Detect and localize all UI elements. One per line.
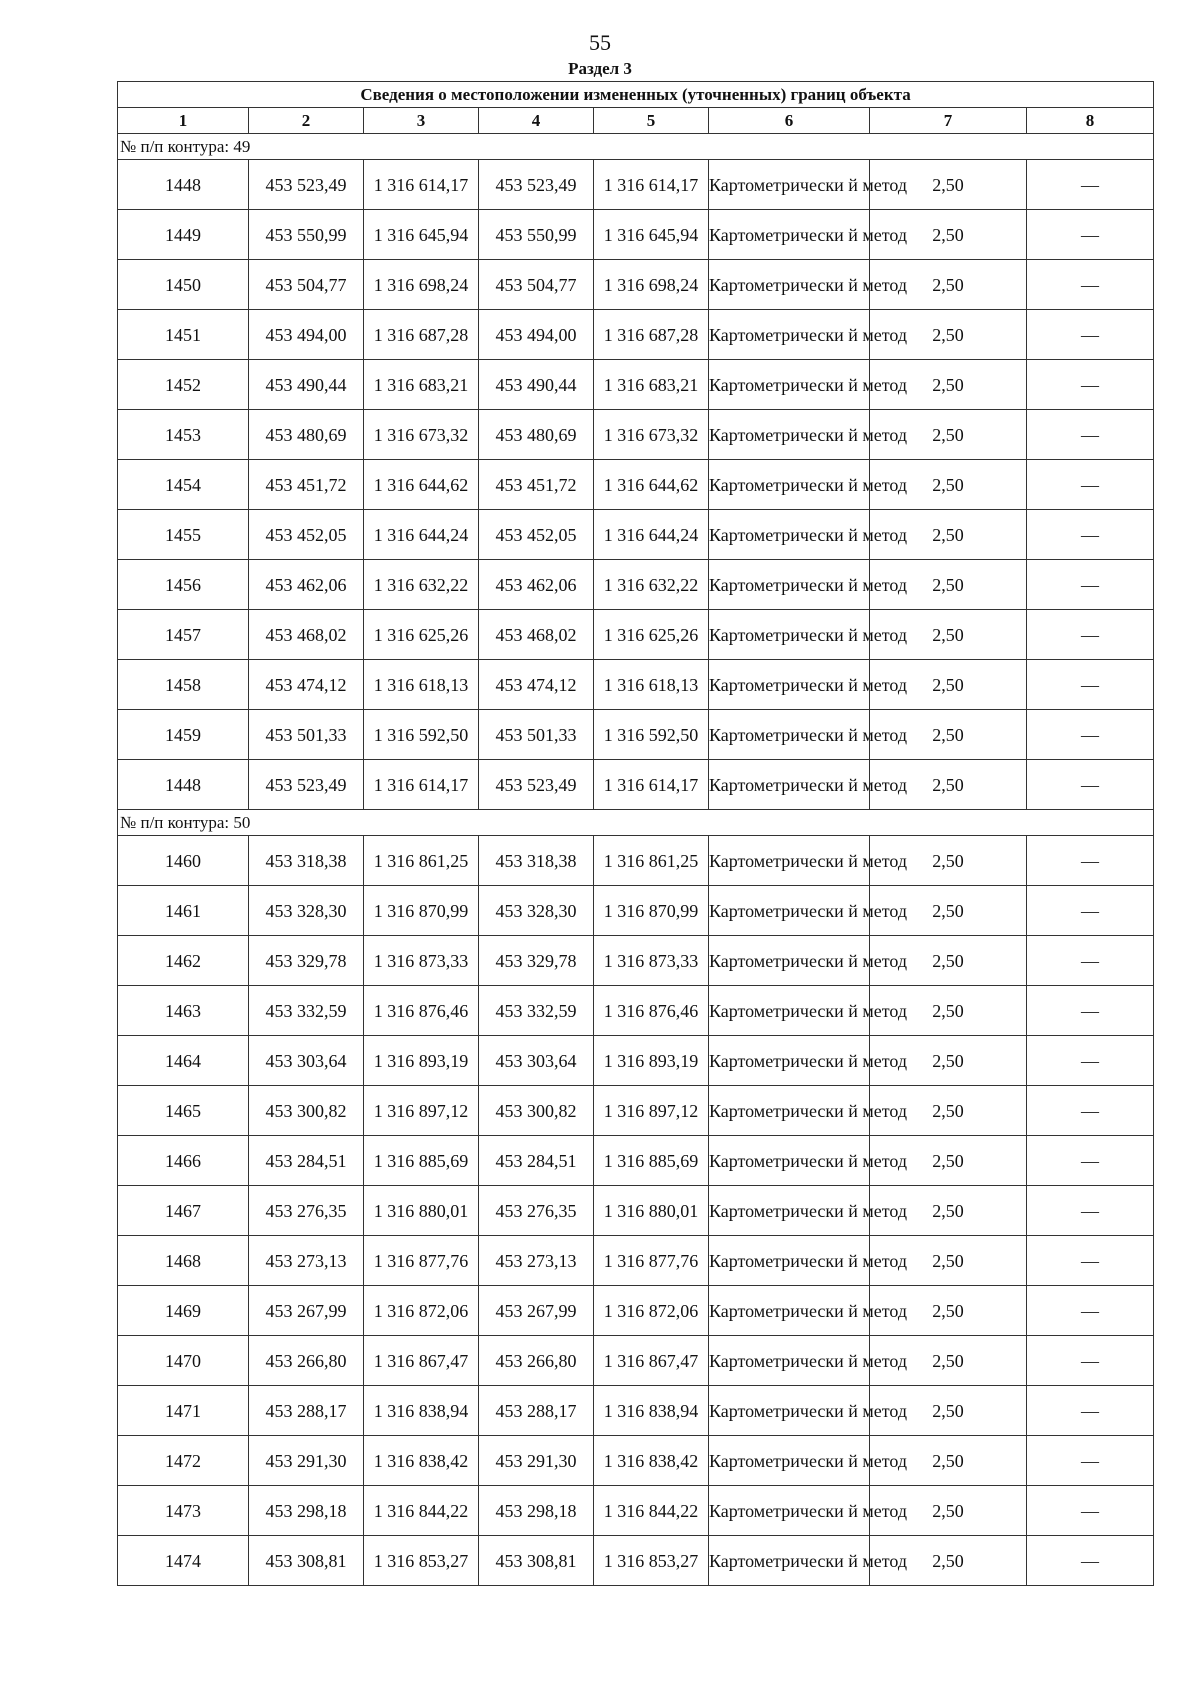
cell-point-number: 1450 (118, 260, 249, 310)
cell-y-existing: 1 316 644,24 (364, 510, 479, 560)
cell-x-new: 453 462,06 (479, 560, 594, 610)
table-row (118, 1086, 1154, 1136)
table-row (118, 1486, 1154, 1536)
cell-method: Картометрически й метод (709, 1136, 870, 1186)
cell-accuracy: 2,50 (870, 410, 1027, 460)
cell-description: — (1027, 886, 1154, 936)
column-number-6: 6 (709, 108, 870, 134)
cell-y-new: 1 316 592,50 (594, 710, 709, 760)
column-number-7: 7 (870, 108, 1027, 134)
cell-x-existing: 453 284,51 (249, 1136, 364, 1186)
cell-y-existing: 1 316 893,19 (364, 1036, 479, 1086)
table-row (118, 660, 1154, 710)
cell-y-existing: 1 316 673,32 (364, 410, 479, 460)
cell-x-new: 453 303,64 (479, 1036, 594, 1086)
cell-y-new: 1 316 645,94 (594, 210, 709, 260)
cell-x-existing: 453 480,69 (249, 410, 364, 460)
cell-description: — (1027, 986, 1154, 1036)
cell-x-new: 453 490,44 (479, 360, 594, 410)
table-row (118, 1336, 1154, 1386)
cell-y-existing: 1 316 592,50 (364, 710, 479, 760)
table-row (118, 1136, 1154, 1186)
cell-x-new: 453 328,30 (479, 886, 594, 936)
cell-description: — (1027, 660, 1154, 710)
cell-y-existing: 1 316 614,17 (364, 760, 479, 810)
cell-accuracy: 2,50 (870, 610, 1027, 660)
cell-y-new: 1 316 885,69 (594, 1136, 709, 1186)
cell-y-new: 1 316 893,19 (594, 1036, 709, 1086)
cell-point-number: 1470 (118, 1336, 249, 1386)
cell-y-new: 1 316 872,06 (594, 1286, 709, 1336)
cell-y-existing: 1 316 625,26 (364, 610, 479, 660)
cell-y-new: 1 316 644,24 (594, 510, 709, 560)
cell-x-new: 453 550,99 (479, 210, 594, 260)
cell-accuracy: 2,50 (870, 1086, 1027, 1136)
cell-x-existing: 453 523,49 (249, 160, 364, 210)
table-row (118, 610, 1154, 660)
cell-method: Картометрически й метод (709, 836, 870, 886)
table-row (118, 1186, 1154, 1236)
column-number-1: 1 (118, 108, 249, 134)
cell-accuracy: 2,50 (870, 710, 1027, 760)
table-row (118, 886, 1154, 936)
cell-method: Картометрически й метод (709, 1336, 870, 1386)
cell-x-new: 453 474,12 (479, 660, 594, 710)
cell-y-existing: 1 316 861,25 (364, 836, 479, 886)
cell-method: Картометрически й метод (709, 1286, 870, 1336)
column-number-row (118, 108, 1154, 134)
cell-x-existing: 453 300,82 (249, 1086, 364, 1136)
cell-accuracy: 2,50 (870, 1536, 1027, 1586)
table-caption: Сведения о местоположении измененных (уточненных) границ объекта (118, 82, 1154, 108)
cell-x-existing: 453 308,81 (249, 1536, 364, 1586)
table-row (118, 1386, 1154, 1436)
cell-point-number: 1449 (118, 210, 249, 260)
table-row (118, 1286, 1154, 1336)
cell-description: — (1027, 936, 1154, 986)
cell-method: Картометрически й метод (709, 260, 870, 310)
cell-x-new: 453 318,38 (479, 836, 594, 886)
cell-method: Картометрически й метод (709, 1086, 870, 1136)
cell-description: — (1027, 1536, 1154, 1586)
cell-accuracy: 2,50 (870, 1386, 1027, 1436)
cell-description: — (1027, 410, 1154, 460)
cell-x-new: 453 494,00 (479, 310, 594, 360)
cell-method: Картометрически й метод (709, 210, 870, 260)
cell-point-number: 1455 (118, 510, 249, 560)
cell-y-new: 1 316 880,01 (594, 1186, 709, 1236)
cell-x-existing: 453 318,38 (249, 836, 364, 886)
cell-x-existing: 453 329,78 (249, 936, 364, 986)
cell-x-existing: 453 303,64 (249, 1036, 364, 1086)
cell-accuracy: 2,50 (870, 510, 1027, 560)
cell-point-number: 1448 (118, 760, 249, 810)
cell-x-existing: 453 523,49 (249, 760, 364, 810)
cell-method: Картометрически й метод (709, 986, 870, 1036)
cell-description: — (1027, 1436, 1154, 1486)
cell-description: — (1027, 310, 1154, 360)
cell-accuracy: 2,50 (870, 1336, 1027, 1386)
cell-x-existing: 453 298,18 (249, 1486, 364, 1536)
cell-x-existing: 453 266,80 (249, 1336, 364, 1386)
cell-description: — (1027, 836, 1154, 886)
cell-method: Картометрически й метод (709, 1186, 870, 1236)
cell-description: — (1027, 760, 1154, 810)
cell-accuracy: 2,50 (870, 886, 1027, 936)
cell-y-new: 1 316 877,76 (594, 1236, 709, 1286)
cell-description: — (1027, 1486, 1154, 1536)
cell-method: Картометрически й метод (709, 1386, 870, 1436)
cell-y-existing: 1 316 614,17 (364, 160, 479, 210)
cell-x-existing: 453 490,44 (249, 360, 364, 410)
cell-y-existing: 1 316 644,62 (364, 460, 479, 510)
table-row (118, 1536, 1154, 1586)
table-row (118, 710, 1154, 760)
cell-accuracy: 2,50 (870, 360, 1027, 410)
cell-x-existing: 453 288,17 (249, 1386, 364, 1436)
cell-accuracy: 2,50 (870, 1186, 1027, 1236)
table-row (118, 1236, 1154, 1286)
cell-point-number: 1468 (118, 1236, 249, 1286)
column-number-8: 8 (1027, 108, 1154, 134)
column-number-2: 2 (249, 108, 364, 134)
cell-accuracy: 2,50 (870, 1486, 1027, 1536)
cell-x-existing: 453 451,72 (249, 460, 364, 510)
cell-point-number: 1462 (118, 936, 249, 986)
cell-point-number: 1469 (118, 1286, 249, 1336)
cell-method: Картометрически й метод (709, 1486, 870, 1536)
cell-x-new: 453 452,05 (479, 510, 594, 560)
cell-method: Картометрически й метод (709, 560, 870, 610)
cell-description: — (1027, 1036, 1154, 1086)
table-row (118, 1436, 1154, 1486)
cell-y-existing: 1 316 618,13 (364, 660, 479, 710)
cell-description: — (1027, 1186, 1154, 1236)
cell-x-existing: 453 276,35 (249, 1186, 364, 1236)
cell-y-existing: 1 316 872,06 (364, 1286, 479, 1336)
cell-y-new: 1 316 844,22 (594, 1486, 709, 1536)
cell-y-existing: 1 316 838,42 (364, 1436, 479, 1486)
cell-x-new: 453 308,81 (479, 1536, 594, 1586)
cell-point-number: 1457 (118, 610, 249, 660)
cell-x-new: 453 332,59 (479, 986, 594, 1036)
cell-x-new: 453 291,30 (479, 1436, 594, 1486)
cell-x-existing: 453 328,30 (249, 886, 364, 936)
cell-y-new: 1 316 853,27 (594, 1536, 709, 1586)
table-row (118, 936, 1154, 986)
cell-method: Картометрически й метод (709, 1036, 870, 1086)
cell-accuracy: 2,50 (870, 986, 1027, 1036)
cell-description: — (1027, 160, 1154, 210)
cell-method: Картометрически й метод (709, 410, 870, 460)
cell-method: Картометрически й метод (709, 760, 870, 810)
cell-y-new: 1 316 861,25 (594, 836, 709, 886)
cell-point-number: 1466 (118, 1136, 249, 1186)
cell-x-new: 453 504,77 (479, 260, 594, 310)
cell-description: — (1027, 1336, 1154, 1386)
cell-description: — (1027, 560, 1154, 610)
cell-y-new: 1 316 876,46 (594, 986, 709, 1036)
cell-y-existing: 1 316 838,94 (364, 1386, 479, 1436)
cell-x-new: 453 451,72 (479, 460, 594, 510)
cell-x-new: 453 288,17 (479, 1386, 594, 1436)
cell-x-new: 453 284,51 (479, 1136, 594, 1186)
cell-point-number: 1452 (118, 360, 249, 410)
column-number-5: 5 (594, 108, 709, 134)
cell-y-existing: 1 316 877,76 (364, 1236, 479, 1286)
column-number-4: 4 (479, 108, 594, 134)
table-row (118, 560, 1154, 610)
cell-point-number: 1456 (118, 560, 249, 610)
contour-label: № п/п контура: 50 (118, 810, 1154, 836)
table-row (118, 460, 1154, 510)
cell-method: Картометрически й метод (709, 1236, 870, 1286)
cell-y-new: 1 316 867,47 (594, 1336, 709, 1386)
cell-x-existing: 453 474,12 (249, 660, 364, 710)
cell-accuracy: 2,50 (870, 1286, 1027, 1336)
cell-description: — (1027, 1386, 1154, 1436)
cell-point-number: 1459 (118, 710, 249, 760)
cell-accuracy: 2,50 (870, 210, 1027, 260)
table-row (118, 160, 1154, 210)
cell-method: Картометрически й метод (709, 710, 870, 760)
cell-y-new: 1 316 838,94 (594, 1386, 709, 1436)
cell-y-new: 1 316 838,42 (594, 1436, 709, 1486)
cell-point-number: 1453 (118, 410, 249, 460)
table-row (118, 986, 1154, 1036)
table-row (118, 1036, 1154, 1086)
cell-x-new: 453 329,78 (479, 936, 594, 986)
cell-x-existing: 453 550,99 (249, 210, 364, 260)
cell-description: — (1027, 360, 1154, 410)
cell-y-new: 1 316 683,21 (594, 360, 709, 410)
cell-x-existing: 453 273,13 (249, 1236, 364, 1286)
cell-accuracy: 2,50 (870, 1036, 1027, 1086)
cell-accuracy: 2,50 (870, 1436, 1027, 1486)
cell-y-existing: 1 316 645,94 (364, 210, 479, 260)
cell-point-number: 1460 (118, 836, 249, 886)
cell-x-new: 453 468,02 (479, 610, 594, 660)
cell-y-existing: 1 316 876,46 (364, 986, 479, 1036)
cell-accuracy: 2,50 (870, 760, 1027, 810)
cell-method: Картометрически й метод (709, 936, 870, 986)
section-title: Раздел 3 (568, 59, 632, 78)
cell-x-existing: 453 267,99 (249, 1286, 364, 1336)
cell-method: Картометрически й метод (709, 610, 870, 660)
cell-method: Картометрически й метод (709, 510, 870, 560)
cell-description: — (1027, 460, 1154, 510)
boundary-table (117, 81, 1154, 1586)
cell-point-number: 1461 (118, 886, 249, 936)
cell-x-new: 453 300,82 (479, 1086, 594, 1136)
contour-header-row (118, 810, 1154, 836)
cell-method: Картометрически й метод (709, 360, 870, 410)
cell-y-existing: 1 316 867,47 (364, 1336, 479, 1386)
cell-description: — (1027, 710, 1154, 760)
cell-accuracy: 2,50 (870, 560, 1027, 610)
cell-accuracy: 2,50 (870, 260, 1027, 310)
cell-x-new: 453 273,13 (479, 1236, 594, 1286)
cell-method: Картометрически й метод (709, 160, 870, 210)
cell-description: — (1027, 1236, 1154, 1286)
cell-y-existing: 1 316 897,12 (364, 1086, 479, 1136)
cell-accuracy: 2,50 (870, 836, 1027, 886)
cell-x-existing: 453 452,05 (249, 510, 364, 560)
page-number: 55 (589, 30, 611, 55)
cell-y-existing: 1 316 853,27 (364, 1536, 479, 1586)
cell-method: Картометрически й метод (709, 460, 870, 510)
table-row (118, 360, 1154, 410)
cell-x-existing: 453 494,00 (249, 310, 364, 360)
cell-y-existing: 1 316 873,33 (364, 936, 479, 986)
cell-x-new: 453 523,49 (479, 760, 594, 810)
cell-y-existing: 1 316 632,22 (364, 560, 479, 610)
cell-point-number: 1467 (118, 1186, 249, 1236)
cell-point-number: 1465 (118, 1086, 249, 1136)
cell-method: Картометрически й метод (709, 660, 870, 710)
cell-x-existing: 453 501,33 (249, 710, 364, 760)
cell-accuracy: 2,50 (870, 1236, 1027, 1286)
cell-y-existing: 1 316 880,01 (364, 1186, 479, 1236)
table-row (118, 210, 1154, 260)
cell-y-new: 1 316 687,28 (594, 310, 709, 360)
cell-point-number: 1458 (118, 660, 249, 710)
cell-y-existing: 1 316 870,99 (364, 886, 479, 936)
cell-y-new: 1 316 673,32 (594, 410, 709, 460)
cell-x-existing: 453 332,59 (249, 986, 364, 1036)
cell-x-new: 453 298,18 (479, 1486, 594, 1536)
cell-x-new: 453 523,49 (479, 160, 594, 210)
cell-point-number: 1474 (118, 1536, 249, 1586)
table-row (118, 760, 1154, 810)
cell-method: Картометрически й метод (709, 1536, 870, 1586)
cell-x-existing: 453 504,77 (249, 260, 364, 310)
column-number-3: 3 (364, 108, 479, 134)
cell-x-existing: 453 468,02 (249, 610, 364, 660)
cell-accuracy: 2,50 (870, 1136, 1027, 1186)
cell-description: — (1027, 1286, 1154, 1336)
table-row (118, 310, 1154, 360)
cell-description: — (1027, 1086, 1154, 1136)
cell-method: Картометрически й метод (709, 1436, 870, 1486)
cell-point-number: 1464 (118, 1036, 249, 1086)
table-row (118, 836, 1154, 886)
table-row (118, 410, 1154, 460)
cell-point-number: 1473 (118, 1486, 249, 1536)
cell-description: — (1027, 210, 1154, 260)
cell-accuracy: 2,50 (870, 160, 1027, 210)
cell-x-existing: 453 462,06 (249, 560, 364, 610)
cell-y-existing: 1 316 687,28 (364, 310, 479, 360)
cell-y-existing: 1 316 844,22 (364, 1486, 479, 1536)
cell-y-new: 1 316 625,26 (594, 610, 709, 660)
cell-y-new: 1 316 618,13 (594, 660, 709, 710)
cell-description: — (1027, 610, 1154, 660)
cell-x-new: 453 501,33 (479, 710, 594, 760)
table-row (118, 260, 1154, 310)
cell-y-new: 1 316 644,62 (594, 460, 709, 510)
cell-point-number: 1451 (118, 310, 249, 360)
cell-y-existing: 1 316 683,21 (364, 360, 479, 410)
cell-y-new: 1 316 897,12 (594, 1086, 709, 1136)
contour-label: № п/п контура: 49 (118, 134, 1154, 160)
cell-y-new: 1 316 873,33 (594, 936, 709, 986)
contour-header-row (118, 134, 1154, 160)
cell-y-existing: 1 316 885,69 (364, 1136, 479, 1186)
cell-y-new: 1 316 698,24 (594, 260, 709, 310)
cell-accuracy: 2,50 (870, 660, 1027, 710)
cell-x-new: 453 276,35 (479, 1186, 594, 1236)
cell-x-existing: 453 291,30 (249, 1436, 364, 1486)
cell-accuracy: 2,50 (870, 460, 1027, 510)
cell-y-new: 1 316 870,99 (594, 886, 709, 936)
cell-y-new: 1 316 632,22 (594, 560, 709, 610)
cell-method: Картометрически й метод (709, 886, 870, 936)
cell-point-number: 1471 (118, 1386, 249, 1436)
cell-point-number: 1463 (118, 986, 249, 1036)
cell-point-number: 1448 (118, 160, 249, 210)
cell-point-number: 1454 (118, 460, 249, 510)
table-caption-row (118, 82, 1154, 108)
cell-description: — (1027, 510, 1154, 560)
cell-method: Картометрически й метод (709, 310, 870, 360)
cell-y-existing: 1 316 698,24 (364, 260, 479, 310)
cell-y-new: 1 316 614,17 (594, 160, 709, 210)
cell-x-new: 453 266,80 (479, 1336, 594, 1386)
cell-description: — (1027, 1136, 1154, 1186)
table-row (118, 510, 1154, 560)
cell-description: — (1027, 260, 1154, 310)
cell-x-new: 453 480,69 (479, 410, 594, 460)
cell-accuracy: 2,50 (870, 310, 1027, 360)
cell-accuracy: 2,50 (870, 936, 1027, 986)
cell-point-number: 1472 (118, 1436, 249, 1486)
cell-y-new: 1 316 614,17 (594, 760, 709, 810)
cell-x-new: 453 267,99 (479, 1286, 594, 1336)
